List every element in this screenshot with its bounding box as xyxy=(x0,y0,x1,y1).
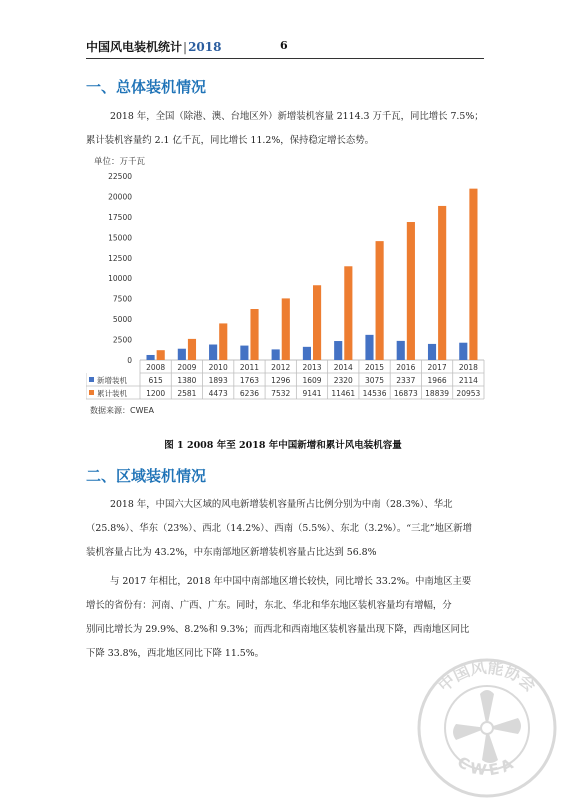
bar-cumulative-2014 xyxy=(344,266,352,360)
bar-new-2009 xyxy=(178,349,186,360)
x-tick-label-2008: 2008 xyxy=(146,363,166,372)
x-tick-label-2018: 2018 xyxy=(458,363,478,372)
table-new-2014: 2320 xyxy=(333,376,353,385)
header-title xyxy=(86,38,221,55)
section1-line-1: 2018 年，全国（除港、澳、台地区外）新增装机容量 2114.3 万千瓦，同比增长 7.5%； xyxy=(110,111,484,122)
section2-p1-line-3: 装机容量占比为 43.2%，中东南部地区新增装机容量占比达到 56.8% xyxy=(86,547,377,558)
table-new-2010: 1893 xyxy=(208,376,228,385)
table-cumulative-2015: 14536 xyxy=(362,389,387,398)
table-cumulative-2009: 2581 xyxy=(177,389,197,398)
legend-swatch-0 xyxy=(89,377,94,382)
header-separator: | xyxy=(183,40,188,54)
bar-new-2017 xyxy=(428,344,436,360)
bar-new-2012 xyxy=(272,349,280,360)
y-tick-label-1: 2500 xyxy=(112,335,132,345)
section2-p2-line-2: 增长的省份有：河南、广西、广东。同时，东北、华北和华东地区装机容量均有增幅，分 xyxy=(86,600,452,611)
table-cumulative-2012: 7532 xyxy=(271,389,291,398)
y-tick-label-0: 0 xyxy=(127,356,132,365)
legend-label-0: 新增装机 xyxy=(97,376,127,385)
bar-new-2008 xyxy=(147,355,155,360)
bar-new-2016 xyxy=(397,341,405,360)
x-tick-label-2016: 2016 xyxy=(396,363,416,372)
bar-new-2010 xyxy=(209,345,217,360)
legend-label-1: 累计装机 xyxy=(97,389,127,398)
bar-new-2015 xyxy=(365,335,373,360)
bar-cumulative-2012 xyxy=(282,298,290,360)
y-tick-label-9: 22500 xyxy=(108,172,132,181)
x-tick-label-2013: 2013 xyxy=(302,363,322,372)
table-new-2012: 1296 xyxy=(271,376,291,385)
bar-cumulative-2008 xyxy=(157,350,165,360)
section1-paragraph xyxy=(86,105,486,153)
table-cumulative-2010: 4473 xyxy=(208,389,228,398)
section1-line-2: 累计装机容量约 2.1 亿千瓦，同比增长 11.2%，保持稳定增长态势。 xyxy=(86,135,375,146)
y-tick-label-3: 7500 xyxy=(112,294,132,304)
table-new-2016: 2337 xyxy=(396,376,416,385)
x-tick-label-2015: 2015 xyxy=(364,363,385,372)
table-cumulative-2011: 6236 xyxy=(239,389,260,398)
bar-new-2018 xyxy=(459,343,467,360)
header-year: 2018 xyxy=(188,40,222,54)
header-rule xyxy=(86,58,484,59)
bar-new-2013 xyxy=(303,347,311,360)
section-heading-regional: 二、区域装机情况 xyxy=(86,467,207,485)
section-heading-overall: 一、总体装机情况 xyxy=(86,78,207,96)
table-new-2015: 3075 xyxy=(364,376,385,385)
section2-p2-line-4: 下降 33.8%，西北地区同比下降 11.5%。 xyxy=(86,648,265,659)
svg-text:中国风能协会 xyxy=(434,657,539,695)
x-tick-label-2014: 2014 xyxy=(333,363,353,372)
x-tick-label-2010: 2010 xyxy=(208,363,228,372)
section2-p2-line-3: 别同比增长为 29.9%、8.2%和 9.3%；而西北和西南地区装机容量出现下降，西南地区同比 xyxy=(86,624,470,635)
bar-cumulative-2015 xyxy=(376,241,384,360)
table-new-2008: 615 xyxy=(148,376,163,385)
y-tick-label-5: 12500 xyxy=(108,253,132,263)
x-tick-label-2011: 2011 xyxy=(239,363,260,372)
table-cumulative-2013: 9141 xyxy=(302,389,322,398)
chart-unit-label: 单位：万千瓦 xyxy=(94,157,146,167)
x-tick-label-2009: 2009 xyxy=(177,363,197,372)
bar-cumulative-2013 xyxy=(313,285,321,360)
y-tick-label-8: 20000 xyxy=(108,192,132,202)
y-tick-label-4: 10000 xyxy=(108,274,132,284)
table-new-2013: 1609 xyxy=(302,376,322,385)
table-cumulative-2017: 18839 xyxy=(425,389,450,398)
y-tick-label-2: 5000 xyxy=(112,315,132,325)
page-header xyxy=(86,38,484,58)
capacity-chart xyxy=(86,150,486,430)
chart-source: 数据来源：CWEA xyxy=(90,406,155,415)
bar-cumulative-2010 xyxy=(219,323,227,360)
section2-p2-line-1: 与 2017 年相比，2018 年中国中南部地区增长较快，同比增长 33.2%。中南地区主要 xyxy=(110,576,472,587)
page-number: 6 xyxy=(280,39,288,52)
watermark-text-bottom: CWEA xyxy=(454,752,520,780)
table-new-2011: 1763 xyxy=(239,376,260,385)
x-tick-label-2012: 2012 xyxy=(271,363,291,372)
table-new-2009: 1380 xyxy=(177,376,197,385)
table-cumulative-2016: 16873 xyxy=(393,389,418,398)
bar-cumulative-2011 xyxy=(250,309,258,360)
y-tick-label-7: 17500 xyxy=(108,212,132,222)
bar-cumulative-2016 xyxy=(407,222,415,360)
bar-cumulative-2018 xyxy=(469,189,477,360)
table-new-2018: 2114 xyxy=(458,376,478,385)
bar-cumulative-2017 xyxy=(438,206,446,360)
header-doc-title: 中国风电装机统计 xyxy=(86,40,183,54)
section2-p1-line-2: （25.8%）、华东（23%）、西北（14.2%）、西南（5.5%）、东北（3.2%）。“三北”地区新增 xyxy=(86,523,473,534)
table-cumulative-2008: 1200 xyxy=(146,389,166,398)
y-tick-label-6: 15000 xyxy=(108,233,132,243)
figure-caption: 图 1 2008 年至 2018 年中国新增和累计风电装机容量 xyxy=(164,440,402,451)
x-tick-label-2017: 2017 xyxy=(427,363,447,372)
section2-p1-line-1: 2018 年，中国六大区域的风电新增装机容量所占比例分别为中南（28.3%）、华北 xyxy=(110,499,453,510)
section2-paragraph-1 xyxy=(86,493,486,565)
watermark-text-top: 中国风能协会 xyxy=(434,657,540,696)
capacity-chart-svg xyxy=(86,150,486,430)
cwea-watermark-logo xyxy=(412,650,562,800)
bar-cumulative-2009 xyxy=(188,339,196,360)
table-new-2017: 1966 xyxy=(427,376,447,385)
bar-new-2011 xyxy=(240,346,248,360)
table-cumulative-2014: 11461 xyxy=(331,389,356,398)
legend-swatch-1 xyxy=(89,390,94,395)
table-cumulative-2018: 20953 xyxy=(456,389,481,398)
bar-new-2014 xyxy=(334,341,342,360)
